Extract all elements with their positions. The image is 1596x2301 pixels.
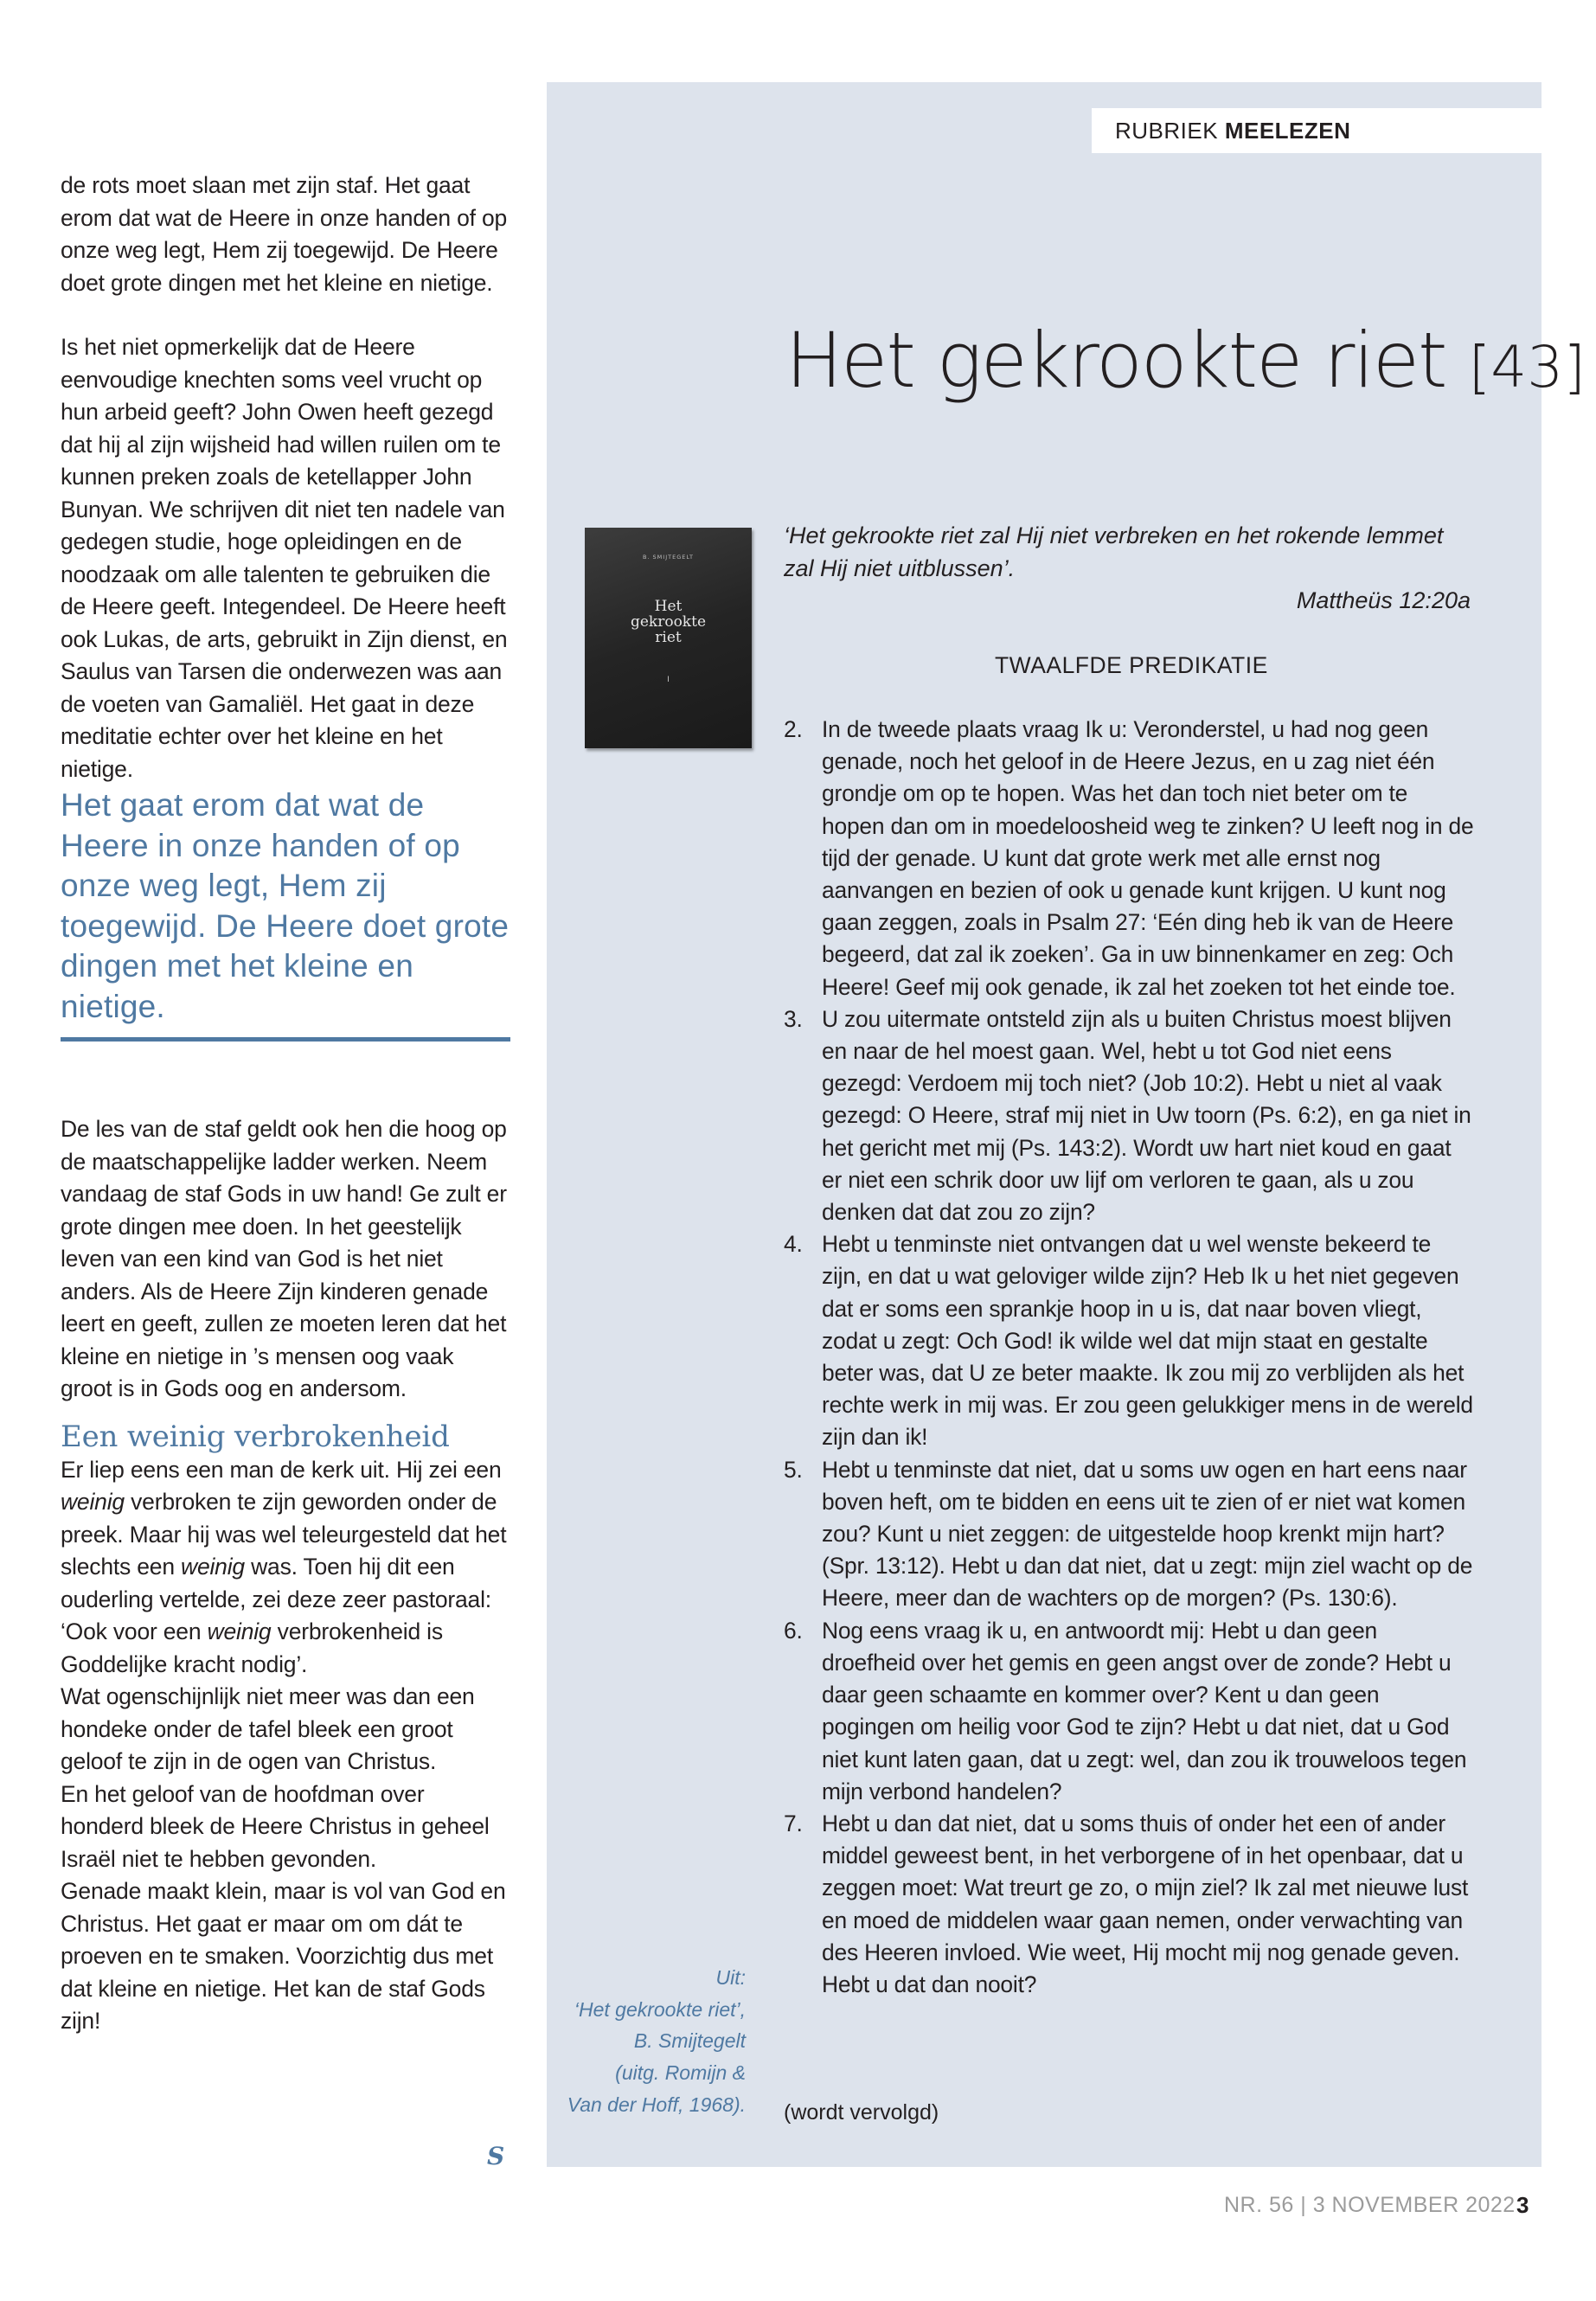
left-paragraph-2: Is het niet opmerkelijk dat de Heere eenvoudige knechten soms veel vrucht op hun arbeid geeft? John Owen heeft gezegd dat hij al zijn wijsheid had willen ruilen om te kunnen preken zoals de ketellapper John Bunyan. We schrijven dit niet ten nadele van gedegen studie, hoge opleidingen en de noodzaak om alle talenten te gebruiken die de Heere geeft. Integendeel. De Heere heeft ook Lukas, de arts, gebruikt in Zijn dienst, en Saulus van Tarsen die onderwezen was aan de voeten van Gamaliël. Het gaat in deze meditatie echter over het kleine en het nietige.	[61, 334, 508, 782]
issue-info: NR. 56 | 3 NOVEMBER 2022	[1224, 2193, 1516, 2217]
book-author: B. SMIJTEGELT	[642, 554, 695, 561]
list-item: 7. Hebt u dan dat niet, dat u soms thuis of onder het een of ander middel geweest bent, in het verborgene of in het openbaar, dat u zeggen moet: Wat treurt ge zo, o mijn ziel? Ik zal met nieuwe lust en moed de middelen waar gaan nemen, onder verwachting van des Heeren invloed. Wie weet, Hij mocht mij nog genade geven. Hebt u dat dan nooit?	[784, 1810, 1469, 1997]
scripture-reference: Mattheüs 12:20a	[1296, 587, 1471, 613]
continued-note: (wordt vervolgd)	[784, 2100, 939, 2125]
left-paragraph-4: Er liep eens een man de kerk uit. Hij zei een weinig verbroken te zijn geworden onder de preek. Maar hij was wel teleurgesteld dat het slechts een weinig was. Toen hij dit een ouderling vertelde, zei deze zeer pastoraal: ‘Ook voor een weinig verbrokenheid is Goddelijke kracht nodig’.	[61, 1456, 507, 1677]
book-title: Het gekrookte riet	[630, 598, 707, 646]
sermon-points-list	[784, 714, 1476, 2001]
section-heading: TWAALFDE PREDIKATIE	[995, 652, 1268, 678]
list-item: 6. Nog eens vraag ik u, en antwoordt mij: Hebt u dan geen droefheid over het gemis en geen angst over de zonde? Hebt u daar geen schaamte en kommer over? Kent u dan geen pogingen om heilig voor God te zijn? Hebt u dat niet, dat u God niet kunt laten gaan, dat u zegt: wel, dan zou ik trouweloos tegen mijn verbond handelen?	[784, 1617, 1467, 1804]
scripture-quote: ‘Het gekrookte riet zal Hij niet verbreken en het rokende lemmet zal Hij niet uitblussen’.	[784, 522, 1444, 581]
end-mark-logo-icon: S	[487, 2142, 505, 2170]
book-cover-image	[585, 528, 752, 748]
left-paragraph-5: Wat ogenschijnlijk niet meer was dan een hondeke onder de tafel bleek een groot geloof te zijn in de ogen van Christus.	[61, 1683, 475, 1774]
left-paragraph-3: De les van de staf geldt ook hen die hoog op de maatschappelijke ladder werken. Neem vandaag de staf Gods in uw hand! Ge zult er grote dingen mee doen. In het geestelijk leven van een kind van God is het niet anders. Als de Heere Zijn kinderen genade leert en geeft, zullen ze moeten leren dat het kleine en nietige in ’s mensen oog vaak groot is in Gods oog en andersom.	[61, 1116, 507, 1401]
image-caption: Uit: ‘Het gekrookte riet’, B. Smijtegelt (uitg. Romijn & Van der Hoff, 1968).	[567, 1966, 746, 2116]
book-mark: I	[667, 675, 670, 683]
list-item: 5. Hebt u tenminste dat niet, dat u soms uw ogen en hart eens naar boven heft, om te bidden en eens uit te zien of er niet wat komen zou? Kunt u niet zeggen: de uitgestelde hoop krenkt mijn hart? (Spr. 13:12). Hebt u dan dat niet, dat u zegt: mijn ziel wacht op de Heere, meer dan de wachters op de morgen? (Ps. 130:6).	[784, 1456, 1473, 1612]
pull-quote-rule	[61, 1037, 510, 1042]
left-column	[61, 170, 510, 2038]
page-number: 3	[1516, 2192, 1529, 2218]
list-item: 2. In de tweede plaats vraag Ik u: Veronderstel, u had nog geen genade, noch het geloof in de Heere Jezus, en u zag niet één grondje om op te hopen. Was het dan toch niet beter om te hopen dan om in moedeloosheid weg te zinken? U leeft nog in de tijd der genade. U kunt dat grote werk met alle ernst nog aanvangen en bezien of ook u genade kunt krijgen. U kunt nog gaan zeggen, zoals in Psalm 27: ‘Eén ding heb ik van de Heere begeerd, dat zal ik zoeken’. Ga in uw binnenkamer en zeg: Och Heere! Geef mij ook genade, ik zal het zoeken tot het einde toe.	[784, 716, 1474, 1000]
left-paragraph-7: Genade maakt klein, maar is vol van God en Christus. Het gaat er maar om om dát te proeven en te smaken. Voorzichtig dus met dat kleine en nietige. Het kan de staf Gods zijn!	[61, 1878, 506, 2034]
article-number: [43]	[1468, 334, 1586, 401]
subheading: Een weinig verbrokenheid	[61, 1419, 450, 1454]
left-paragraph-6: En het geloof van de hoofdman over honderd bleek de Heere Christus in geheel Israël niet te hebben gevonden.	[61, 1780, 490, 1872]
left-paragraph-1: de rots moet slaan met zijn staf. Het gaat erom dat wat de Heere in onze handen of op onze weg legt, Hem zij toegewijd. De Heere doet grote dingen met het kleine en nietige.	[61, 172, 508, 296]
list-item: 4. Hebt u tenminste niet ontvangen dat u wel wenste bekeerd te zijn, en dat u wat geloviger wilde zijn? Heb Ik u het niet gegeven dat er soms een sprankje hoop in u is, dat naar boven vliegt, zodat u zegt: Och God! ik wilde wel dat mijn staat en gestalte beter was, dat U ze beter maakte. Ik zou mij zo verblijden als het rechte werk in mij was. Er zou geen gelukkiger mens in de wereld zijn dan ik!	[784, 1231, 1473, 1451]
list-item: 3. U zou uitermate ontsteld zijn als u buiten Christus moest blijven en naar de hel moest gaan. Wel, hebt u tot God niet eens gezegd: Verdoem mij toch niet? (Job 10:2). Hebt u niet al vaak gezegd: O Heere, straf mij niet in Uw toorn (Ps. 6:2), en ga niet in het gericht met mij (Ps. 143:2). Wordt uw hart niet koud en gaat er niet een schrik door uw lijf om verloren te gaan, als u zou denken dat dat zou zo zijn?	[784, 1005, 1471, 1226]
pull-quote: Het gaat erom dat wat de Heere in onze handen of op onze weg legt, Hem zij toegewijd. De Heere doet grote dingen met het kleine en nietige.	[61, 787, 510, 1024]
rubriek-label: RUBRIEK MEELEZEN	[1092, 108, 1542, 153]
article-title: Het gekrookte riet [43]	[785, 316, 1586, 405]
